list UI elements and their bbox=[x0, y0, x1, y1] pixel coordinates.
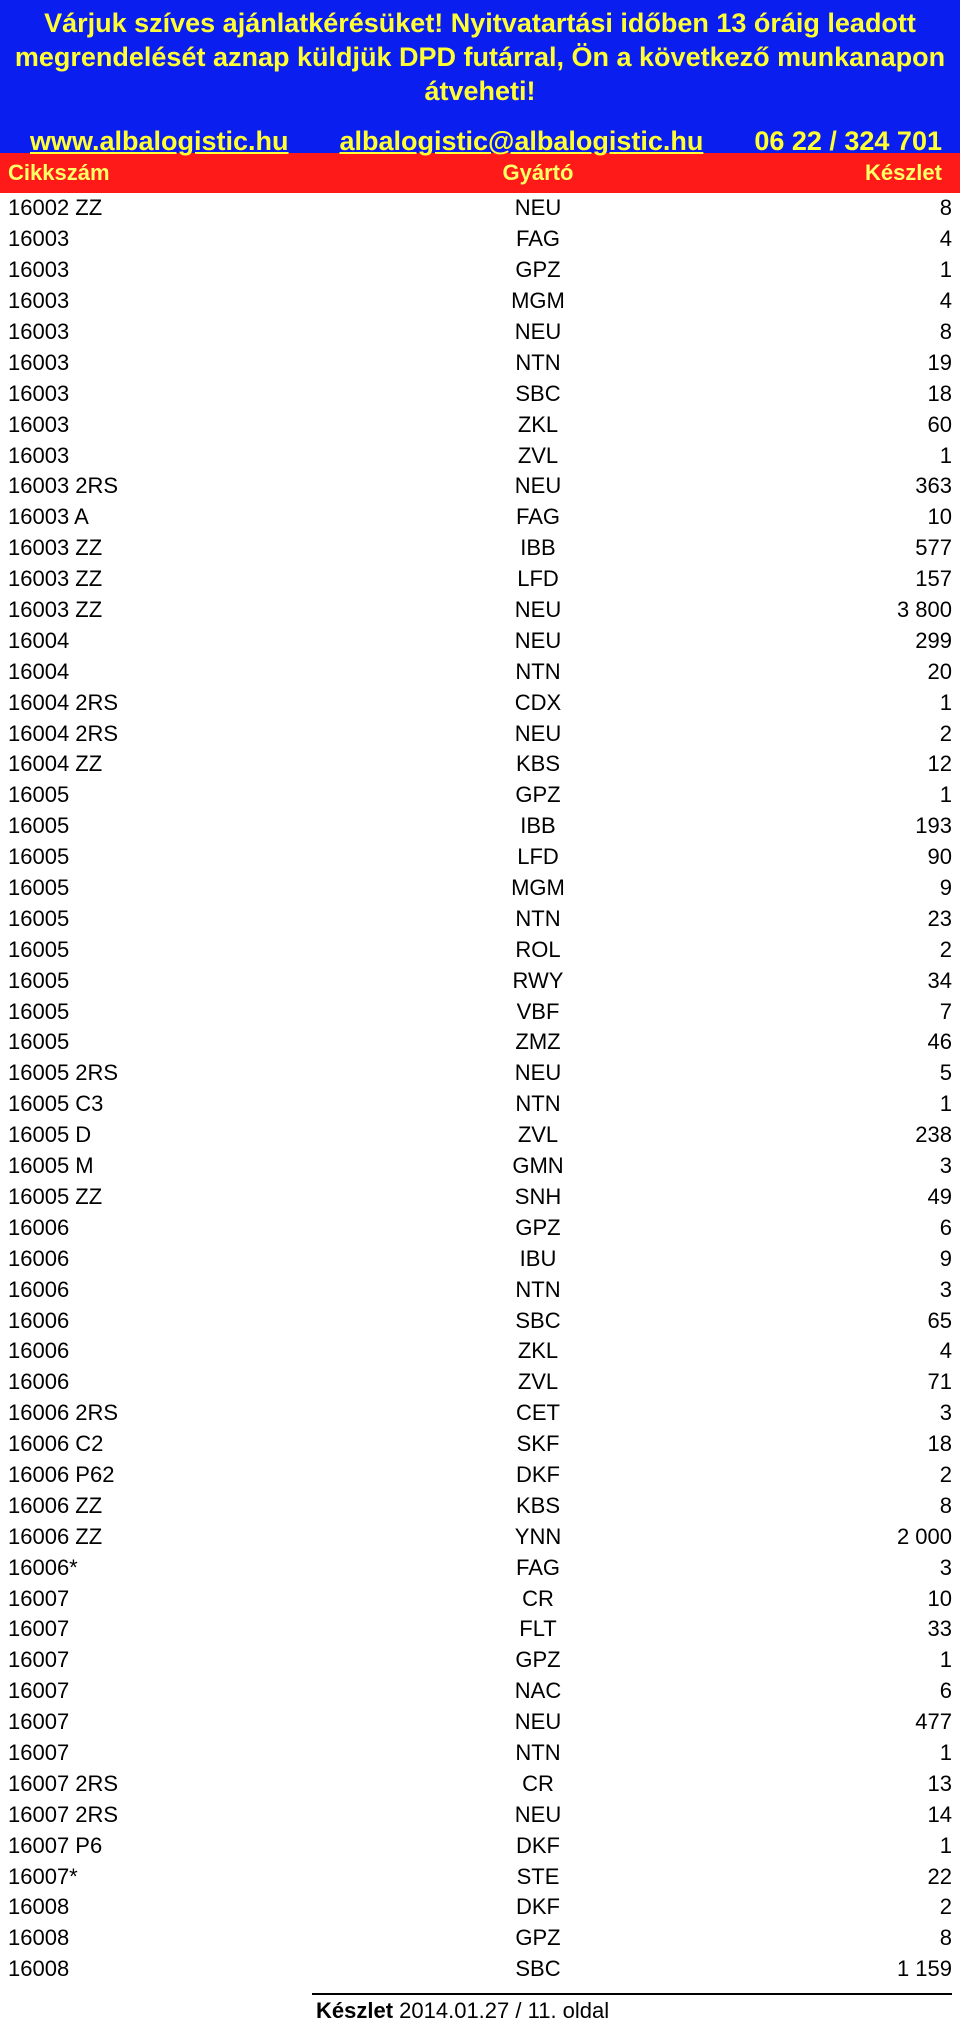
cell-manufacturer: NEU bbox=[514, 1060, 562, 1086]
cell-stock: 46 bbox=[927, 1029, 952, 1055]
cell-manufacturer: NEU bbox=[514, 473, 562, 499]
cell-part-number: 16003 bbox=[8, 226, 70, 252]
cell-stock: 18 bbox=[927, 380, 952, 406]
cell-stock: 1 bbox=[939, 1832, 952, 1858]
cell-part-number: 16005 bbox=[8, 936, 70, 962]
cell-manufacturer: LFD bbox=[517, 844, 559, 870]
cell-stock: 10 bbox=[927, 504, 952, 530]
table-row bbox=[8, 1614, 952, 1645]
cell-part-number: 16005 bbox=[8, 967, 70, 993]
cell-part-number: 16002 ZZ bbox=[8, 195, 103, 221]
table-row bbox=[8, 1274, 952, 1305]
cell-manufacturer: ZMZ bbox=[515, 1029, 561, 1055]
cell-manufacturer: KBS bbox=[515, 1492, 561, 1518]
cell-stock: 577 bbox=[915, 535, 952, 561]
cell-part-number: 16006* bbox=[8, 1554, 78, 1580]
table-row bbox=[8, 224, 952, 255]
table-row bbox=[8, 842, 952, 873]
cell-stock: 2 bbox=[939, 720, 952, 746]
table-row bbox=[8, 1089, 952, 1120]
table-row bbox=[8, 440, 952, 471]
cell-manufacturer: STE bbox=[516, 1863, 560, 1889]
cell-part-number: 16003 bbox=[8, 319, 70, 344]
table-row bbox=[8, 1058, 952, 1089]
table-row bbox=[8, 595, 952, 626]
cell-part-number: 16005 2RS bbox=[8, 1060, 119, 1086]
cell-part-number: 16007 bbox=[8, 1647, 70, 1673]
cell-manufacturer: DKF bbox=[516, 1832, 560, 1858]
cell-part-number: 16006 C2 bbox=[8, 1431, 104, 1457]
cell-part-number: 16006 bbox=[8, 1369, 70, 1395]
cell-manufacturer: SKF bbox=[516, 1431, 560, 1457]
cell-manufacturer: CDX bbox=[514, 689, 562, 715]
cell-manufacturer: VBF bbox=[516, 998, 560, 1024]
table-row bbox=[8, 718, 952, 749]
cell-stock: 13 bbox=[927, 1770, 952, 1796]
cell-part-number: 16005 ZZ bbox=[8, 1183, 103, 1209]
cell-stock: 3 bbox=[939, 1400, 952, 1426]
cell-manufacturer: DKF bbox=[516, 1894, 560, 1920]
cell-manufacturer: GPZ bbox=[515, 782, 561, 808]
table-row bbox=[8, 1336, 952, 1367]
cell-part-number: 16006 ZZ bbox=[8, 1492, 103, 1518]
table-row bbox=[8, 1027, 952, 1058]
table-row bbox=[8, 1707, 952, 1738]
cell-manufacturer: IBU bbox=[519, 1245, 557, 1271]
table-row bbox=[8, 564, 952, 595]
cell-part-number: 16007 2RS bbox=[8, 1801, 119, 1827]
cell-stock: 9 bbox=[939, 1245, 952, 1271]
cell-stock: 477 bbox=[915, 1709, 952, 1735]
banner-line-2: megrendelését aznap küldjük DPD futárral, Ön a következő munkanapon bbox=[14, 42, 946, 72]
table-row bbox=[8, 1830, 952, 1861]
cell-stock: 71 bbox=[927, 1369, 952, 1395]
email-link[interactable]: albalogistic@albalogistic.hu bbox=[339, 126, 704, 156]
table-row bbox=[8, 1521, 952, 1552]
cell-stock: 1 159 bbox=[896, 1956, 952, 1982]
cell-part-number: 16005 bbox=[8, 782, 70, 808]
cell-part-number: 16003 bbox=[8, 380, 70, 406]
cell-manufacturer: SNH bbox=[514, 1183, 562, 1209]
cell-manufacturer: SBC bbox=[515, 1956, 561, 1982]
cell-manufacturer: MGM bbox=[511, 288, 565, 314]
table-row bbox=[8, 1552, 952, 1583]
cell-manufacturer: LFD bbox=[517, 566, 559, 592]
cell-stock: 6 bbox=[939, 1678, 952, 1704]
cell-manufacturer: NEU bbox=[514, 319, 562, 344]
cell-stock: 60 bbox=[927, 411, 952, 437]
table-row bbox=[8, 656, 952, 687]
cell-part-number: 16006 bbox=[8, 1245, 70, 1271]
cell-part-number: 16006 ZZ bbox=[8, 1523, 103, 1549]
table-row bbox=[8, 255, 952, 286]
cell-stock: 1 bbox=[939, 257, 952, 283]
cell-stock: 33 bbox=[927, 1616, 952, 1642]
footer-label: Készlet bbox=[316, 1998, 394, 2023]
cell-part-number: 16003 bbox=[8, 257, 70, 283]
cell-stock: 10 bbox=[927, 1585, 952, 1611]
cell-stock: 4 bbox=[939, 288, 952, 314]
cell-part-number: 16006 bbox=[8, 1214, 70, 1240]
table-row bbox=[8, 1923, 952, 1954]
cell-manufacturer: ZVL bbox=[517, 442, 559, 468]
table-row bbox=[8, 502, 952, 533]
cell-manufacturer: RWY bbox=[512, 967, 564, 993]
cell-manufacturer: SBC bbox=[515, 1307, 561, 1333]
table-row bbox=[8, 317, 952, 348]
page-footer bbox=[316, 1998, 609, 2024]
cell-stock: 34 bbox=[927, 967, 952, 993]
cell-manufacturer: IBB bbox=[520, 535, 556, 561]
table-row bbox=[8, 903, 952, 934]
cell-manufacturer: ZKL bbox=[517, 1338, 559, 1364]
footer-divider bbox=[312, 1993, 952, 1995]
cell-part-number: 16003 2RS bbox=[8, 473, 119, 499]
table-row bbox=[8, 1738, 952, 1769]
banner-line-1: Várjuk szíves ajánlatkérésüket! Nyitvatartási időben 13 óráig leadott bbox=[44, 8, 916, 38]
cell-part-number: 16004 ZZ bbox=[8, 751, 103, 777]
cell-stock: 3 bbox=[939, 1153, 952, 1179]
table-row bbox=[8, 811, 952, 842]
table-row bbox=[8, 286, 952, 317]
website-link[interactable]: www.albalogistic.hu bbox=[30, 126, 289, 156]
cell-stock: 22 bbox=[927, 1863, 952, 1889]
cell-stock: 1 bbox=[939, 1739, 952, 1765]
cell-part-number: 16005 bbox=[8, 844, 70, 870]
cell-manufacturer: CET bbox=[516, 1400, 560, 1426]
cell-manufacturer: NTN bbox=[515, 1739, 561, 1765]
contact-bar bbox=[0, 108, 960, 158]
cell-manufacturer: FAG bbox=[515, 226, 560, 252]
cell-stock: 20 bbox=[927, 658, 952, 684]
cell-part-number: 16007 bbox=[8, 1585, 70, 1611]
table-row bbox=[8, 1460, 952, 1491]
table-row bbox=[8, 749, 952, 780]
table-row bbox=[8, 1120, 952, 1151]
cell-stock: 1 bbox=[939, 442, 952, 468]
banner-line-3: átveheti! bbox=[424, 76, 536, 106]
cell-manufacturer: GPZ bbox=[515, 1647, 561, 1673]
cell-part-number: 16006 bbox=[8, 1338, 70, 1364]
cell-part-number: 16005 bbox=[8, 1029, 70, 1055]
cell-stock: 3 800 bbox=[896, 597, 952, 623]
cell-manufacturer: IBB bbox=[520, 813, 556, 839]
cell-manufacturer: FLT bbox=[519, 1616, 557, 1642]
cell-part-number: 16008 bbox=[8, 1894, 70, 1920]
table-row bbox=[8, 533, 952, 564]
cell-part-number: 16007 2RS bbox=[8, 1770, 119, 1796]
cell-part-number: 16005 bbox=[8, 813, 70, 839]
cell-part-number: 16003 A bbox=[8, 504, 89, 530]
cell-part-number: 16006 P62 bbox=[8, 1461, 115, 1487]
table-row bbox=[8, 1861, 952, 1892]
table-row bbox=[8, 1243, 952, 1274]
cell-part-number: 16003 bbox=[8, 411, 70, 437]
column-header-maker: Gyártó bbox=[502, 160, 574, 185]
cell-part-number: 16004 2RS bbox=[8, 720, 119, 746]
cell-part-number: 16008 bbox=[8, 1925, 70, 1951]
cell-manufacturer: NTN bbox=[515, 349, 561, 375]
cell-manufacturer: NTN bbox=[515, 658, 561, 684]
table-row bbox=[8, 1892, 952, 1923]
cell-part-number: 16005 D bbox=[8, 1122, 92, 1148]
info-banner bbox=[0, 0, 960, 156]
cell-manufacturer: NTN bbox=[515, 1276, 561, 1302]
cell-part-number: 16003 ZZ bbox=[8, 566, 103, 592]
cell-manufacturer: CR bbox=[522, 1585, 554, 1611]
cell-manufacturer: NEU bbox=[514, 627, 562, 653]
cell-manufacturer: MGM bbox=[511, 875, 565, 901]
table-row bbox=[8, 1583, 952, 1614]
cell-stock: 19 bbox=[927, 349, 952, 375]
cell-part-number: 16007* bbox=[8, 1863, 78, 1889]
table-row bbox=[8, 1676, 952, 1707]
cell-stock: 4 bbox=[939, 1338, 952, 1364]
cell-manufacturer: NTN bbox=[515, 1091, 561, 1117]
cell-stock: 2 000 bbox=[896, 1523, 952, 1549]
cell-stock: 65 bbox=[927, 1307, 952, 1333]
cell-stock: 23 bbox=[927, 905, 952, 931]
table-row bbox=[8, 687, 952, 718]
cell-stock: 8 bbox=[939, 319, 952, 344]
table-row bbox=[8, 471, 952, 502]
table-row bbox=[8, 1151, 952, 1182]
cell-stock: 12 bbox=[927, 751, 952, 777]
cell-part-number: 16008 bbox=[8, 1956, 70, 1982]
cell-stock: 4 bbox=[939, 226, 952, 252]
cell-part-number: 16007 bbox=[8, 1678, 70, 1704]
column-header-stock: Készlet bbox=[864, 160, 942, 185]
cell-part-number: 16003 bbox=[8, 442, 70, 468]
table-row bbox=[8, 780, 952, 811]
table-row bbox=[8, 409, 952, 440]
cell-stock: 2 bbox=[939, 936, 952, 962]
cell-stock: 5 bbox=[939, 1060, 952, 1086]
cell-stock: 1 bbox=[939, 1647, 952, 1673]
cell-manufacturer: ZKL bbox=[517, 411, 559, 437]
cell-manufacturer: GMN bbox=[512, 1153, 564, 1179]
table-row bbox=[8, 996, 952, 1027]
table-row bbox=[8, 1367, 952, 1398]
cell-manufacturer: NAC bbox=[514, 1678, 562, 1704]
cell-part-number: 16006 2RS bbox=[8, 1400, 119, 1426]
cell-part-number: 16005 bbox=[8, 905, 70, 931]
cell-manufacturer: FAG bbox=[515, 504, 560, 530]
cell-stock: 3 bbox=[939, 1276, 952, 1302]
cell-stock: 49 bbox=[927, 1183, 952, 1209]
table-row bbox=[8, 193, 952, 224]
cell-part-number: 16005 M bbox=[8, 1153, 94, 1179]
cell-manufacturer: GPZ bbox=[515, 1214, 561, 1240]
table-row bbox=[8, 1799, 952, 1830]
cell-stock: 1 bbox=[939, 782, 952, 808]
table-row bbox=[8, 873, 952, 904]
cell-part-number: 16005 bbox=[8, 998, 70, 1024]
table-row bbox=[8, 1645, 952, 1676]
table-header bbox=[0, 153, 960, 193]
cell-manufacturer: SBC bbox=[515, 380, 561, 406]
cell-stock: 1 bbox=[939, 689, 952, 715]
table-row bbox=[8, 1954, 952, 1985]
cell-stock: 157 bbox=[915, 566, 952, 592]
cell-manufacturer: NEU bbox=[514, 1709, 562, 1735]
cell-manufacturer: GPZ bbox=[515, 1925, 561, 1951]
cell-stock: 8 bbox=[939, 1492, 952, 1518]
cell-part-number: 16007 bbox=[8, 1739, 70, 1765]
cell-manufacturer: NEU bbox=[514, 597, 562, 623]
cell-stock: 2 bbox=[939, 1894, 952, 1920]
footer-date-page: 2014.01.27 / 11. oldal bbox=[393, 1998, 610, 2023]
table-row bbox=[8, 1768, 952, 1799]
cell-part-number: 16005 C3 bbox=[8, 1091, 104, 1117]
cell-part-number: 16003 bbox=[8, 288, 70, 314]
cell-manufacturer: YNN bbox=[514, 1523, 562, 1549]
cell-manufacturer: CR bbox=[522, 1770, 554, 1796]
cell-stock: 363 bbox=[915, 473, 952, 499]
cell-manufacturer: DKF bbox=[516, 1461, 560, 1487]
cell-manufacturer: ZVL bbox=[517, 1122, 559, 1148]
cell-stock: 8 bbox=[939, 195, 952, 221]
table-row bbox=[8, 1398, 952, 1429]
cell-manufacturer: FAG bbox=[515, 1554, 560, 1580]
cell-stock: 1 bbox=[939, 1091, 952, 1117]
cell-part-number: 16004 bbox=[8, 627, 70, 653]
cell-manufacturer: ROL bbox=[515, 936, 561, 962]
cell-part-number: 16007 P6 bbox=[8, 1832, 103, 1858]
cell-manufacturer: NEU bbox=[514, 720, 562, 746]
stock-table bbox=[0, 193, 960, 1985]
cell-part-number: 16004 2RS bbox=[8, 689, 119, 715]
cell-part-number: 16005 bbox=[8, 875, 70, 901]
cell-stock: 9 bbox=[939, 875, 952, 901]
table-row bbox=[8, 378, 952, 409]
table-row bbox=[8, 1305, 952, 1336]
cell-stock: 14 bbox=[927, 1801, 952, 1827]
cell-stock: 299 bbox=[915, 627, 952, 653]
table-row bbox=[8, 1212, 952, 1243]
table-row bbox=[8, 625, 952, 656]
cell-manufacturer: KBS bbox=[515, 751, 561, 777]
phone-number: 06 22 / 324 701 bbox=[754, 126, 942, 156]
cell-stock: 193 bbox=[915, 813, 952, 839]
cell-stock: 7 bbox=[939, 998, 952, 1024]
cell-part-number: 16003 ZZ bbox=[8, 535, 103, 561]
cell-manufacturer: ZVL bbox=[517, 1369, 559, 1395]
cell-part-number: 16003 bbox=[8, 349, 70, 375]
cell-part-number: 16007 bbox=[8, 1616, 70, 1642]
cell-manufacturer: GPZ bbox=[515, 257, 561, 283]
cell-manufacturer: NTN bbox=[515, 905, 561, 931]
cell-stock: 18 bbox=[927, 1431, 952, 1457]
table-row bbox=[8, 1490, 952, 1521]
cell-part-number: 16004 bbox=[8, 658, 70, 684]
cell-stock: 238 bbox=[915, 1122, 952, 1148]
cell-part-number: 16006 bbox=[8, 1276, 70, 1302]
cell-part-number: 16003 ZZ bbox=[8, 597, 103, 623]
table-row bbox=[8, 1429, 952, 1460]
cell-stock: 2 bbox=[939, 1461, 952, 1487]
column-header-part: Cikkszám bbox=[8, 160, 110, 185]
cell-part-number: 16007 bbox=[8, 1709, 70, 1735]
table-row bbox=[8, 934, 952, 965]
cell-manufacturer: NEU bbox=[514, 195, 562, 221]
cell-stock: 3 bbox=[939, 1554, 952, 1580]
cell-stock: 8 bbox=[939, 1925, 952, 1951]
table-row bbox=[8, 347, 952, 378]
cell-manufacturer: NEU bbox=[514, 1801, 562, 1827]
cell-part-number: 16006 bbox=[8, 1307, 70, 1333]
table-row bbox=[8, 965, 952, 996]
cell-stock: 90 bbox=[927, 844, 952, 870]
table-row bbox=[8, 1182, 952, 1213]
cell-stock: 6 bbox=[939, 1214, 952, 1240]
